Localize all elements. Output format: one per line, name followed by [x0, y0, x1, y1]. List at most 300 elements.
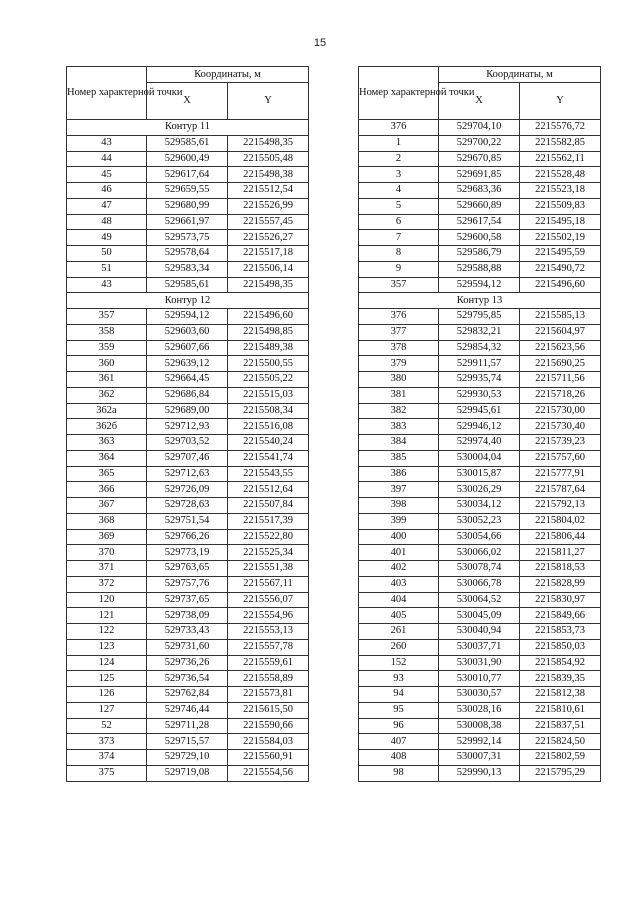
y-coordinate-cell: 2215567,11 — [228, 576, 309, 592]
x-coordinate-cell: 530026,29 — [439, 482, 520, 498]
point-number-cell: 381 — [359, 387, 439, 403]
page-number: 15 — [313, 37, 327, 49]
y-coordinate-cell: 2215554,56 — [228, 765, 309, 781]
x-coordinate-cell: 529639,12 — [147, 356, 228, 372]
table-row — [67, 734, 309, 750]
y-coordinate-cell: 2215818,53 — [520, 561, 601, 577]
point-number-cell: 45 — [67, 167, 147, 183]
table-row — [359, 372, 601, 388]
point-number-header: Номер характерной точки — [67, 67, 147, 120]
point-number-cell: 402 — [359, 561, 439, 577]
y-header: Y — [520, 83, 601, 120]
table-row — [67, 387, 309, 403]
table-row — [67, 498, 309, 514]
x-coordinate-cell: 530066,02 — [439, 545, 520, 561]
point-number-cell: 374 — [67, 750, 147, 766]
table-row — [67, 356, 309, 372]
y-coordinate-cell: 2215828,99 — [520, 576, 601, 592]
point-number-cell: 43 — [67, 277, 147, 293]
y-coordinate-cell: 2215495,59 — [520, 246, 601, 262]
table-row — [359, 576, 601, 592]
point-number-cell: 408 — [359, 750, 439, 766]
x-coordinate-cell: 529795,85 — [439, 309, 520, 325]
point-number-cell: 1 — [359, 135, 439, 151]
x-coordinate-cell: 530031,90 — [439, 655, 520, 671]
x-coordinate-cell: 529573,75 — [147, 230, 228, 246]
x-coordinate-cell: 529712,93 — [147, 419, 228, 435]
y-coordinate-cell: 2215505,22 — [228, 372, 309, 388]
y-coordinate-cell: 2215757,60 — [520, 450, 601, 466]
coordinates-header: Координаты, м — [439, 67, 601, 83]
x-coordinate-cell: 529729,10 — [147, 750, 228, 766]
x-coordinate-cell: 529585,61 — [147, 277, 228, 293]
table-row — [67, 624, 309, 640]
table-row — [67, 608, 309, 624]
table-row — [67, 513, 309, 529]
y-coordinate-cell: 2215557,45 — [228, 214, 309, 230]
y-coordinate-cell: 2215543,55 — [228, 466, 309, 482]
table-row — [67, 183, 309, 199]
x-header: X — [147, 83, 228, 120]
y-coordinate-cell: 2215498,35 — [228, 277, 309, 293]
point-number-cell: 369 — [67, 529, 147, 545]
y-coordinate-cell: 2215522,80 — [228, 529, 309, 545]
point-number-cell: 362а — [67, 403, 147, 419]
point-number-cell: 372 — [67, 576, 147, 592]
y-coordinate-cell: 2215837,51 — [520, 718, 601, 734]
point-number-cell: 126 — [67, 687, 147, 703]
y-coordinate-cell: 2215490,72 — [520, 261, 601, 277]
x-coordinate-cell: 529773,19 — [147, 545, 228, 561]
point-number-cell: 401 — [359, 545, 439, 561]
y-coordinate-cell: 2215850,03 — [520, 639, 601, 655]
table-row — [359, 718, 601, 734]
x-coordinate-cell: 529974,40 — [439, 435, 520, 451]
table-row — [67, 687, 309, 703]
table-row — [359, 734, 601, 750]
x-coordinate-cell: 529728,63 — [147, 498, 228, 514]
table-row — [67, 214, 309, 230]
coordinates-table-left — [66, 66, 309, 782]
point-number-cell: 49 — [67, 230, 147, 246]
point-number-cell: 377 — [359, 324, 439, 340]
y-coordinate-cell: 2215517,18 — [228, 246, 309, 262]
coordinates-body-right — [359, 120, 601, 782]
x-coordinate-cell: 530037,71 — [439, 639, 520, 655]
point-number-cell: 361 — [67, 372, 147, 388]
table-row — [359, 324, 601, 340]
table-row — [67, 718, 309, 734]
x-coordinate-cell: 529733,43 — [147, 624, 228, 640]
y-coordinate-cell: 2215560,91 — [228, 750, 309, 766]
x-coordinate-cell: 529583,34 — [147, 261, 228, 277]
contour-label: Контур 11 — [67, 120, 309, 136]
y-coordinate-cell: 2215810,61 — [520, 702, 601, 718]
x-coordinate-cell: 529751,54 — [147, 513, 228, 529]
x-coordinate-cell: 529719,08 — [147, 765, 228, 781]
table-row — [359, 750, 601, 766]
point-number-cell: 400 — [359, 529, 439, 545]
table-row — [359, 482, 601, 498]
point-number-cell: 380 — [359, 372, 439, 388]
y-coordinate-cell: 2215508,34 — [228, 403, 309, 419]
point-number-cell: 4 — [359, 183, 439, 199]
point-number-cell: 382 — [359, 403, 439, 419]
y-coordinate-cell: 2215517,39 — [228, 513, 309, 529]
x-coordinate-cell: 529736,26 — [147, 655, 228, 671]
point-number-header: Номер характерной точки — [359, 67, 439, 120]
point-number-cell: 260 — [359, 639, 439, 655]
point-number-cell: 124 — [67, 655, 147, 671]
table-row — [359, 671, 601, 687]
x-coordinate-cell: 530040,94 — [439, 624, 520, 640]
x-coordinate-cell: 529711,28 — [147, 718, 228, 734]
point-number-cell: 3 — [359, 167, 439, 183]
point-number-cell: 52 — [67, 718, 147, 734]
x-coordinate-cell: 529594,12 — [439, 277, 520, 293]
y-coordinate-cell: 2215854,92 — [520, 655, 601, 671]
x-coordinate-cell: 529691,85 — [439, 167, 520, 183]
x-coordinate-cell: 530064,52 — [439, 592, 520, 608]
y-coordinate-cell: 2215795,29 — [520, 765, 601, 781]
table-row — [359, 151, 601, 167]
point-number-cell: 360 — [67, 356, 147, 372]
contour-row — [67, 293, 309, 309]
table-row — [359, 230, 601, 246]
table-row — [67, 545, 309, 561]
table-row — [67, 167, 309, 183]
y-coordinate-cell: 2215573,81 — [228, 687, 309, 703]
x-coordinate-cell: 529854,32 — [439, 340, 520, 356]
point-number-cell: 122 — [67, 624, 147, 640]
x-coordinate-cell: 529617,64 — [147, 167, 228, 183]
table-row — [67, 576, 309, 592]
y-coordinate-cell: 2215528,48 — [520, 167, 601, 183]
point-number-cell: 370 — [67, 545, 147, 561]
y-coordinate-cell: 2215777,91 — [520, 466, 601, 482]
point-number-cell: 376 — [359, 120, 439, 136]
x-coordinate-cell: 530034,12 — [439, 498, 520, 514]
y-coordinate-cell: 2215812,38 — [520, 687, 601, 703]
y-coordinate-cell: 2215502,19 — [520, 230, 601, 246]
x-coordinate-cell: 529578,64 — [147, 246, 228, 262]
point-number-cell: 96 — [359, 718, 439, 734]
x-coordinate-cell: 529766,26 — [147, 529, 228, 545]
point-number-cell: 127 — [67, 702, 147, 718]
point-number-cell: 5 — [359, 198, 439, 214]
y-coordinate-cell: 2215787,64 — [520, 482, 601, 498]
y-coordinate-cell: 2215496,60 — [520, 277, 601, 293]
y-coordinate-cell: 2215541,74 — [228, 450, 309, 466]
point-number-cell: 363 — [67, 435, 147, 451]
x-coordinate-cell: 530045,09 — [439, 608, 520, 624]
table-row — [359, 277, 601, 293]
y-coordinate-cell: 2215498,38 — [228, 167, 309, 183]
x-coordinate-cell: 529763,65 — [147, 561, 228, 577]
point-number-cell: 48 — [67, 214, 147, 230]
x-coordinate-cell: 529757,76 — [147, 576, 228, 592]
table-row — [359, 592, 601, 608]
table-row — [359, 687, 601, 703]
x-coordinate-cell: 529700,22 — [439, 135, 520, 151]
point-number-cell: 405 — [359, 608, 439, 624]
y-coordinate-cell: 2215554,96 — [228, 608, 309, 624]
coordinates-header: Координаты, м — [147, 67, 309, 83]
point-number-cell: 404 — [359, 592, 439, 608]
table-row — [359, 183, 601, 199]
table-row — [359, 529, 601, 545]
point-number-cell: 367 — [67, 498, 147, 514]
y-coordinate-cell: 2215849,66 — [520, 608, 601, 624]
point-number-cell: 120 — [67, 592, 147, 608]
point-number-cell: 152 — [359, 655, 439, 671]
coordinates-body-left — [67, 120, 309, 782]
table-row — [67, 419, 309, 435]
point-number-cell: 357 — [67, 309, 147, 325]
point-number-cell: 379 — [359, 356, 439, 372]
y-coordinate-cell: 2215623,56 — [520, 340, 601, 356]
table-row — [67, 230, 309, 246]
table-row — [67, 277, 309, 293]
table-row — [67, 702, 309, 718]
x-coordinate-cell: 529746,44 — [147, 702, 228, 718]
table-row — [67, 246, 309, 262]
contour-row — [359, 293, 601, 309]
x-coordinate-cell: 530078,74 — [439, 561, 520, 577]
x-coordinate-cell: 529726,09 — [147, 482, 228, 498]
y-coordinate-cell: 2215804,02 — [520, 513, 601, 529]
y-coordinate-cell: 2215802,59 — [520, 750, 601, 766]
table-row — [67, 450, 309, 466]
y-coordinate-cell: 2215604,97 — [520, 324, 601, 340]
x-coordinate-cell: 530028,16 — [439, 702, 520, 718]
table-row — [67, 135, 309, 151]
point-number-cell: 359 — [67, 340, 147, 356]
x-coordinate-cell: 529762,84 — [147, 687, 228, 703]
table-row — [67, 466, 309, 482]
y-coordinate-cell: 2215525,34 — [228, 545, 309, 561]
table-row — [359, 387, 601, 403]
point-number-cell: 376 — [359, 309, 439, 325]
point-number-cell: 398 — [359, 498, 439, 514]
x-coordinate-cell: 529911,57 — [439, 356, 520, 372]
y-coordinate-cell: 2215739,23 — [520, 435, 601, 451]
table-row — [67, 261, 309, 277]
point-number-cell: 368 — [67, 513, 147, 529]
point-number-cell: 51 — [67, 261, 147, 277]
y-coordinate-cell: 2215590,66 — [228, 718, 309, 734]
point-number-cell: 366 — [67, 482, 147, 498]
x-coordinate-cell: 529832,21 — [439, 324, 520, 340]
y-coordinate-cell: 2215839,35 — [520, 671, 601, 687]
y-coordinate-cell: 2215584,03 — [228, 734, 309, 750]
y-coordinate-cell: 2215553,13 — [228, 624, 309, 640]
x-header: X — [439, 83, 520, 120]
y-coordinate-cell: 2215576,72 — [520, 120, 601, 136]
point-number-cell: 364 — [67, 450, 147, 466]
x-coordinate-cell: 529607,66 — [147, 340, 228, 356]
x-coordinate-cell: 530066,78 — [439, 576, 520, 592]
point-number-cell: 357 — [359, 277, 439, 293]
table-row — [359, 450, 601, 466]
table-row — [67, 750, 309, 766]
y-coordinate-cell: 2215711,56 — [520, 372, 601, 388]
y-coordinate-cell: 2215585,13 — [520, 309, 601, 325]
x-coordinate-cell: 529737,65 — [147, 592, 228, 608]
point-number-cell: 93 — [359, 671, 439, 687]
table-row — [359, 356, 601, 372]
point-number-cell: 407 — [359, 734, 439, 750]
point-number-cell: 2 — [359, 151, 439, 167]
y-coordinate-cell: 2215806,44 — [520, 529, 601, 545]
point-number-cell: 123 — [67, 639, 147, 655]
table-row — [67, 309, 309, 325]
x-coordinate-cell: 529585,61 — [147, 135, 228, 151]
x-coordinate-cell: 530008,38 — [439, 718, 520, 734]
x-coordinate-cell: 529715,57 — [147, 734, 228, 750]
table-row — [67, 561, 309, 577]
x-coordinate-cell: 529586,79 — [439, 246, 520, 262]
x-coordinate-cell: 529689,00 — [147, 403, 228, 419]
point-number-cell: 371 — [67, 561, 147, 577]
y-coordinate-cell: 2215526,27 — [228, 230, 309, 246]
y-coordinate-cell: 2215811,27 — [520, 545, 601, 561]
x-coordinate-cell: 530052,23 — [439, 513, 520, 529]
x-coordinate-cell: 529617,54 — [439, 214, 520, 230]
point-number-cell: 383 — [359, 419, 439, 435]
table-row — [67, 324, 309, 340]
y-coordinate-cell: 2215582,85 — [520, 135, 601, 151]
point-number-cell: 50 — [67, 246, 147, 262]
x-coordinate-cell: 529664,45 — [147, 372, 228, 388]
point-number-cell: 362 — [67, 387, 147, 403]
table-row — [359, 639, 601, 655]
table-row — [67, 529, 309, 545]
point-number-cell: 47 — [67, 198, 147, 214]
point-number-cell: 384 — [359, 435, 439, 451]
point-number-cell: 386 — [359, 466, 439, 482]
table-row — [359, 655, 601, 671]
table-row — [359, 702, 601, 718]
x-coordinate-cell: 529661,97 — [147, 214, 228, 230]
point-number-cell: 9 — [359, 261, 439, 277]
table-row — [359, 545, 601, 561]
table-row — [67, 435, 309, 451]
y-coordinate-cell: 2215559,61 — [228, 655, 309, 671]
x-coordinate-cell: 529707,46 — [147, 450, 228, 466]
table-row — [359, 309, 601, 325]
point-number-cell: 397 — [359, 482, 439, 498]
y-coordinate-cell: 2215515,03 — [228, 387, 309, 403]
y-coordinate-cell: 2215512,54 — [228, 183, 309, 199]
x-coordinate-cell: 529945,61 — [439, 403, 520, 419]
point-number-cell: 94 — [359, 687, 439, 703]
y-coordinate-cell: 2215615,50 — [228, 702, 309, 718]
point-number-cell: 6 — [359, 214, 439, 230]
coordinates-table-right — [358, 66, 601, 782]
y-coordinate-cell: 2215496,60 — [228, 309, 309, 325]
table-row — [359, 261, 601, 277]
y-coordinate-cell: 2215506,14 — [228, 261, 309, 277]
point-number-cell: 121 — [67, 608, 147, 624]
x-coordinate-cell: 530030,57 — [439, 687, 520, 703]
y-coordinate-cell: 2215730,40 — [520, 419, 601, 435]
y-coordinate-cell: 2215507,84 — [228, 498, 309, 514]
y-coordinate-cell: 2215556,07 — [228, 592, 309, 608]
point-number-cell: 378 — [359, 340, 439, 356]
table-row — [359, 435, 601, 451]
x-coordinate-cell: 529990,13 — [439, 765, 520, 781]
point-number-cell: 403 — [359, 576, 439, 592]
x-coordinate-cell: 529736,54 — [147, 671, 228, 687]
x-coordinate-cell: 530007,31 — [439, 750, 520, 766]
y-coordinate-cell: 2215558,89 — [228, 671, 309, 687]
x-coordinate-cell: 529992,14 — [439, 734, 520, 750]
y-coordinate-cell: 2215540,24 — [228, 435, 309, 451]
y-coordinate-cell: 2215523,18 — [520, 183, 601, 199]
x-coordinate-cell: 529670,85 — [439, 151, 520, 167]
x-coordinate-cell: 529680,99 — [147, 198, 228, 214]
point-number-cell: 95 — [359, 702, 439, 718]
y-coordinate-cell: 2215792,13 — [520, 498, 601, 514]
x-coordinate-cell: 530054,66 — [439, 529, 520, 545]
table-row — [359, 340, 601, 356]
table-row — [67, 592, 309, 608]
x-coordinate-cell: 529935,74 — [439, 372, 520, 388]
x-coordinate-cell: 529594,12 — [147, 309, 228, 325]
x-coordinate-cell: 529659,55 — [147, 183, 228, 199]
table-row — [67, 765, 309, 781]
point-number-cell: 375 — [67, 765, 147, 781]
point-number-cell: 44 — [67, 151, 147, 167]
table-row — [67, 639, 309, 655]
point-number-cell: 358 — [67, 324, 147, 340]
table-row — [67, 372, 309, 388]
table-row — [359, 466, 601, 482]
y-header: Y — [228, 83, 309, 120]
x-coordinate-cell: 529600,58 — [439, 230, 520, 246]
y-coordinate-cell: 2215830,97 — [520, 592, 601, 608]
x-coordinate-cell: 529660,89 — [439, 198, 520, 214]
contour-label: Контур 13 — [359, 293, 601, 309]
y-coordinate-cell: 2215516,08 — [228, 419, 309, 435]
table-row — [359, 198, 601, 214]
x-coordinate-cell: 529686,84 — [147, 387, 228, 403]
y-coordinate-cell: 2215498,85 — [228, 324, 309, 340]
table-row — [359, 498, 601, 514]
contour-label: Контур 12 — [67, 293, 309, 309]
table-row — [359, 246, 601, 262]
x-coordinate-cell: 529930,53 — [439, 387, 520, 403]
x-coordinate-cell: 530010,77 — [439, 671, 520, 687]
y-coordinate-cell: 2215562,11 — [520, 151, 601, 167]
y-coordinate-cell: 2215853,73 — [520, 624, 601, 640]
table-row — [359, 167, 601, 183]
y-coordinate-cell: 2215498,35 — [228, 135, 309, 151]
table-row — [67, 671, 309, 687]
x-coordinate-cell: 529600,49 — [147, 151, 228, 167]
x-coordinate-cell: 529738,09 — [147, 608, 228, 624]
point-number-cell: 362б — [67, 419, 147, 435]
point-number-cell: 8 — [359, 246, 439, 262]
x-coordinate-cell: 529588,88 — [439, 261, 520, 277]
table-row — [359, 765, 601, 781]
y-coordinate-cell: 2215495,18 — [520, 214, 601, 230]
point-number-cell: 399 — [359, 513, 439, 529]
table-row — [359, 135, 601, 151]
table-row — [359, 214, 601, 230]
x-coordinate-cell: 529703,52 — [147, 435, 228, 451]
